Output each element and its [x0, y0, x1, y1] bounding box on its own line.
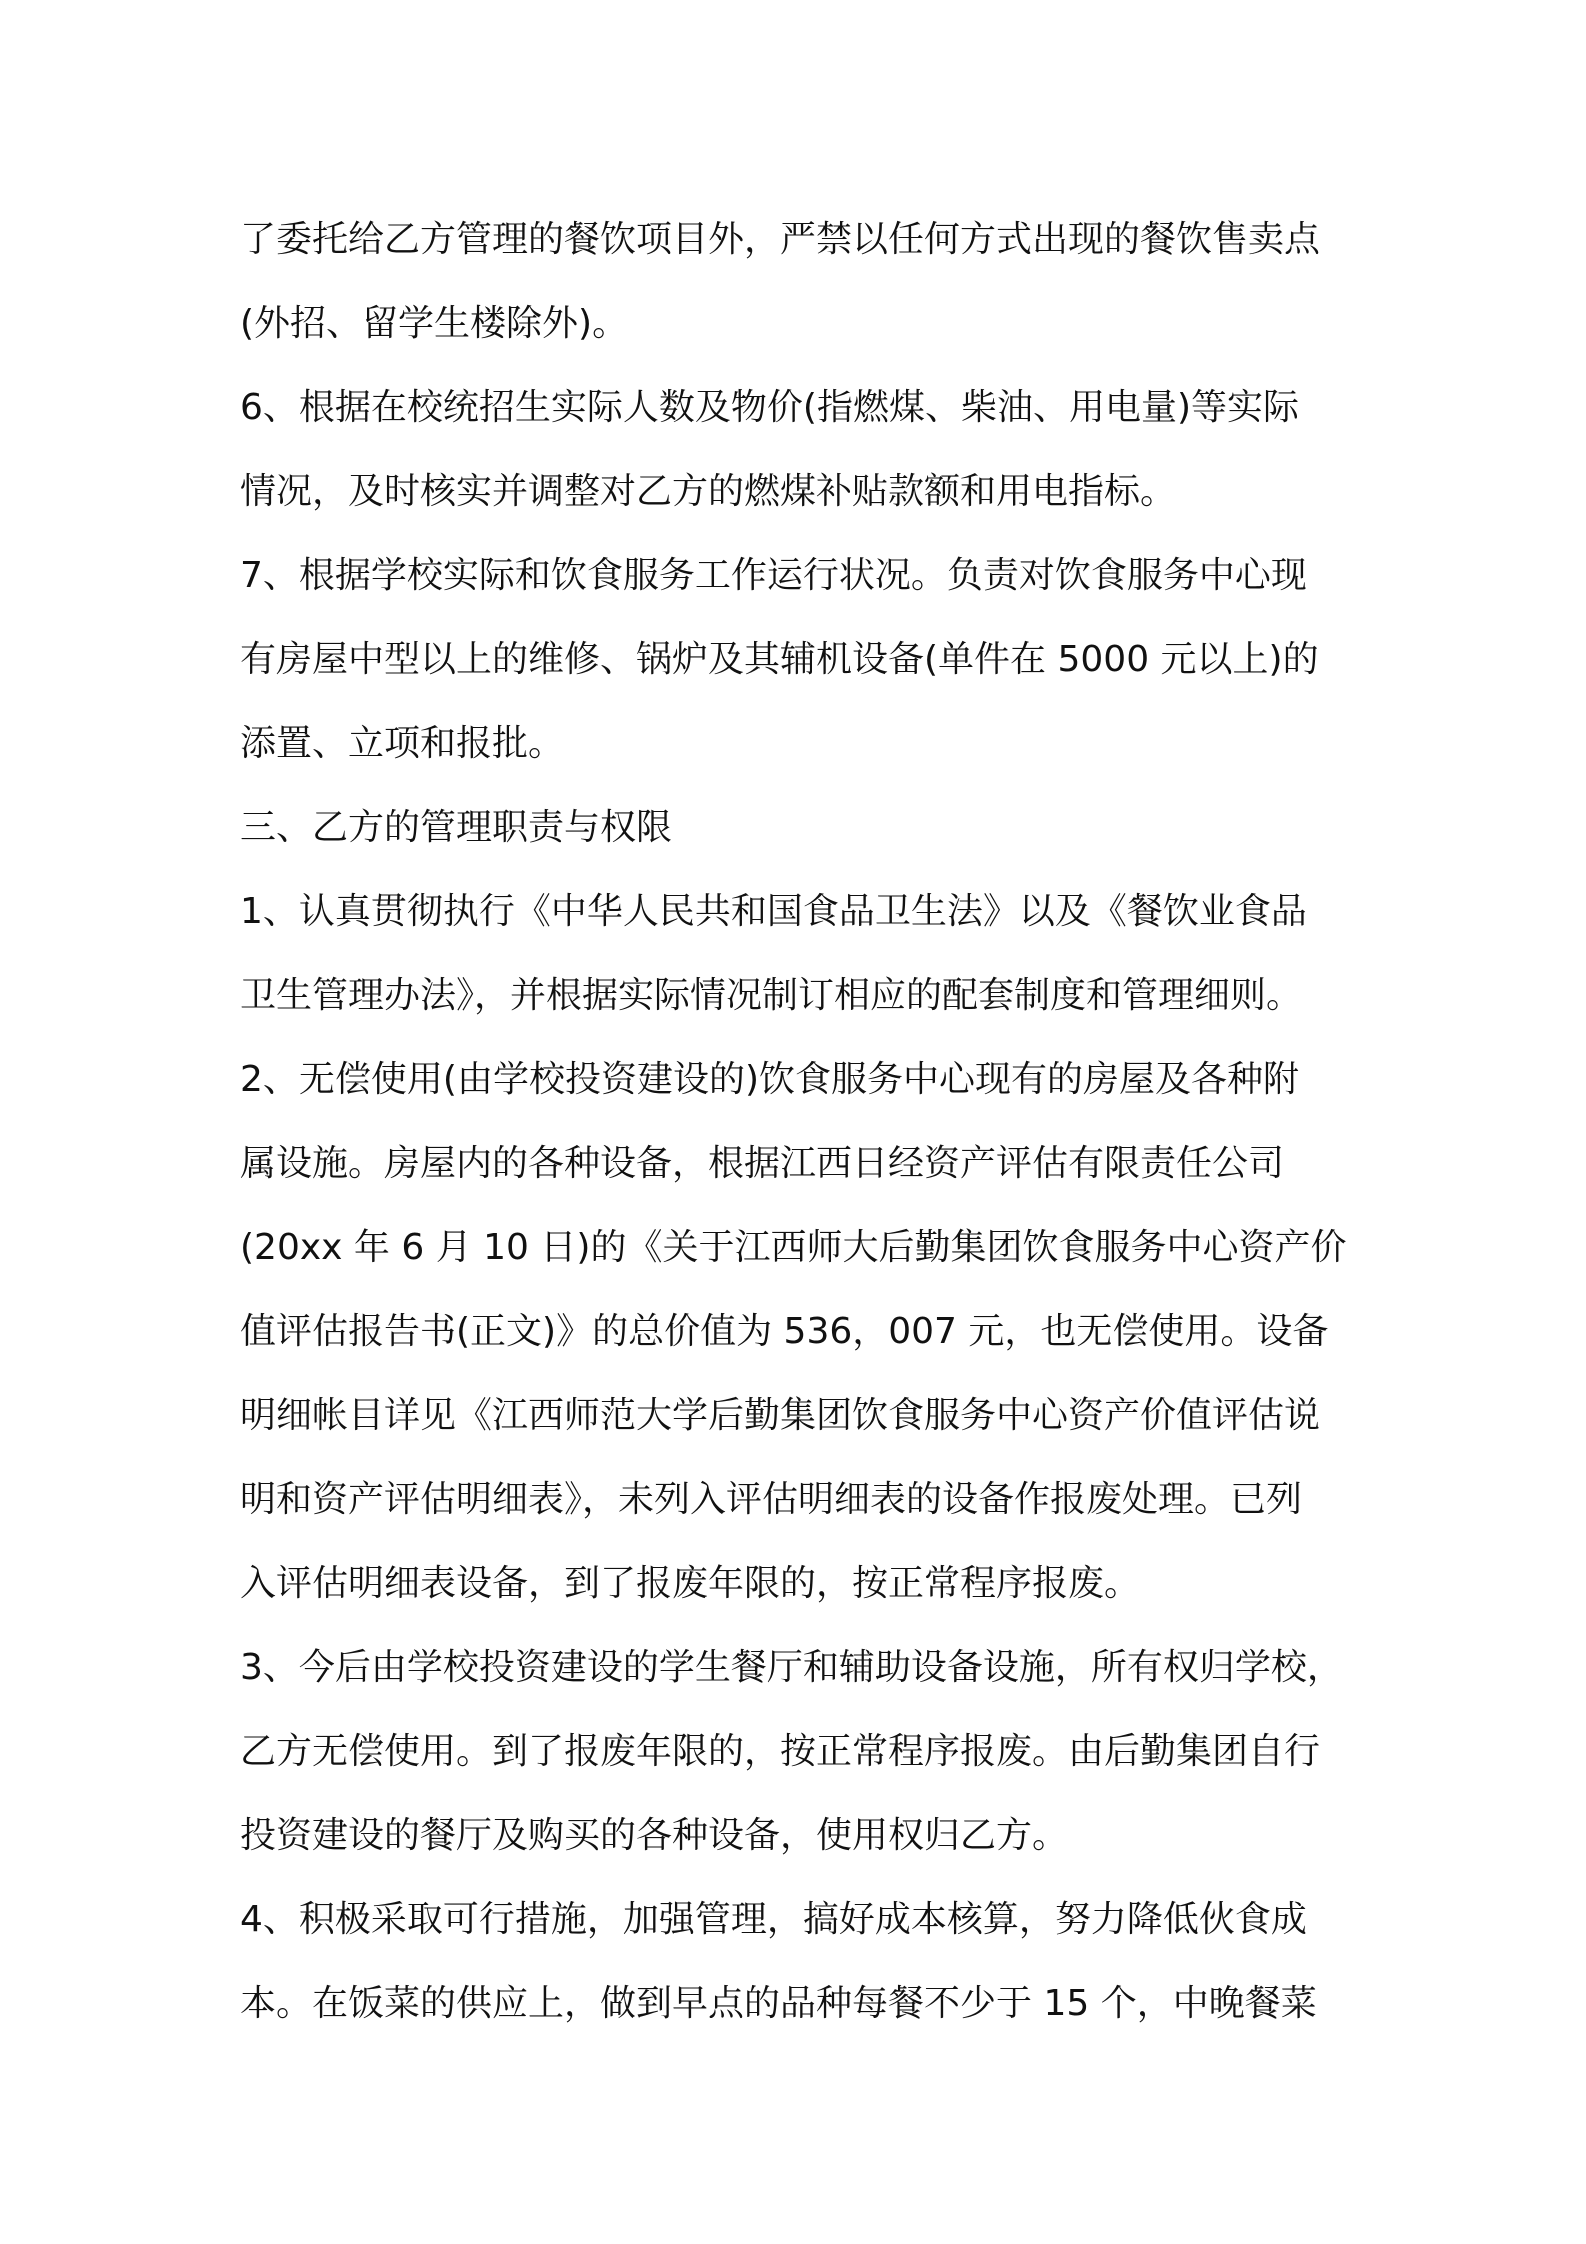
- document-body: [240, 198, 1360, 2046]
- text-line: 3、今后由学校投资建设的学生餐厅和辅助设备设施，所有权归学校，: [240, 1647, 1343, 1688]
- text-line: 明和资产评估明细表》，未列入评估明细表的设备作报废处理。已列: [240, 1479, 1303, 1520]
- text-line: 明细帐目详见《江西师范大学后勤集团饮食服务中心资产价值评估说: [240, 1395, 1321, 1436]
- text-line: 卫生管理办法》，并根据实际情况制订相应的配套制度和管理细则。: [240, 975, 1303, 1016]
- section-heading: 三、乙方的管理职责与权限: [240, 807, 673, 848]
- text-line: 属设施。房屋内的各种设备，根据江西日经资产评估有限责任公司: [240, 1143, 1285, 1184]
- text-line: 添置、立项和报批。: [240, 723, 565, 764]
- text-line: (20xx 年 6 月 10 日)的《关于江西师大后勤集团饮食服务中心资产价: [240, 1227, 1347, 1268]
- text-line: 情况，及时核实并调整对乙方的燃煤补贴款额和用电指标。: [240, 471, 1177, 512]
- text-line: 投资建设的餐厅及购买的各种设备，使用权归乙方。: [240, 1815, 1069, 1856]
- text-line: 6、根据在校统招生实际人数及物价(指燃煤、柴油、用电量)等实际: [240, 387, 1299, 428]
- text-line: 7、根据学校实际和饮食服务工作运行状况。负责对饮食服务中心现: [240, 555, 1307, 596]
- text-line: 乙方无偿使用。到了报废年限的，按正常程序报废。由后勤集团自行: [240, 1731, 1321, 1772]
- text-line: 2、无偿使用(由学校投资建设的)饮食服务中心现有的房屋及各种附: [240, 1059, 1299, 1100]
- text-line: 入评估明细表设备，到了报废年限的，按正常程序报废。: [240, 1563, 1141, 1604]
- text-line: 有房屋中型以上的维修、锅炉及其辅机设备(单件在 5000 元以上)的: [240, 639, 1319, 680]
- text-line: 1、认真贯彻执行《中华人民共和国食品卫生法》以及《餐饮业食品: [240, 891, 1307, 932]
- text-line: 值评估报告书(正文)》的总价值为 536，007 元，也无偿使用。设备: [240, 1311, 1329, 1352]
- text-line: 了委托给乙方管理的餐饮项目外，严禁以任何方式出现的餐饮售卖点: [240, 219, 1321, 260]
- text-line: (外招、留学生楼除外)。: [240, 303, 629, 344]
- text-line: 4、积极采取可行措施，加强管理，搞好成本核算，努力降低伙食成: [240, 1899, 1307, 1940]
- text-line: 本。在饭菜的供应上，做到早点的品种每餐不少于 15 个，中晚餐菜: [240, 1983, 1317, 2024]
